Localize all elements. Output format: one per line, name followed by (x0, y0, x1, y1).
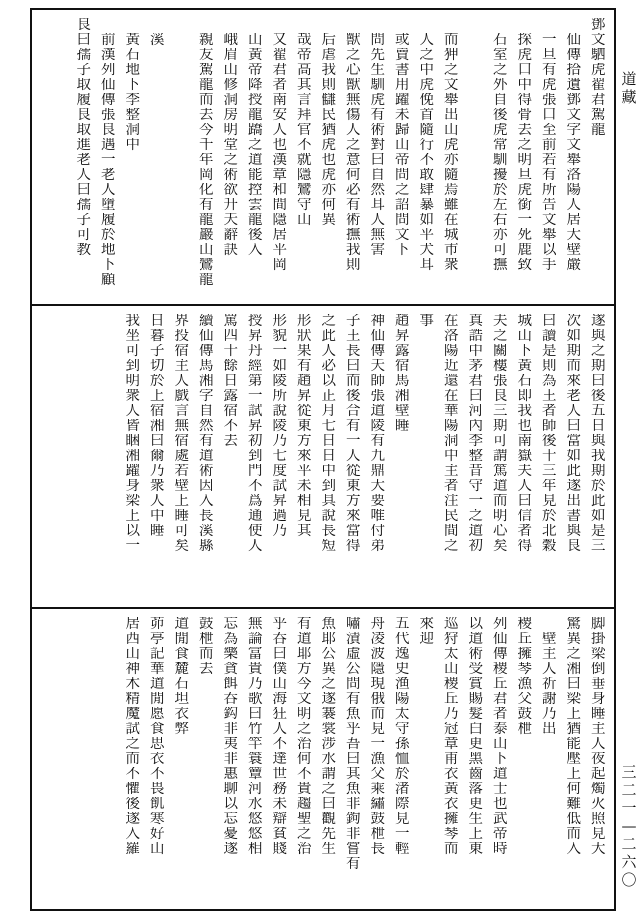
text-column: 溪 (150, 33, 165, 48)
text-column: 真 誥 中 茅 君 曰 河 內 李 整 昔 守 一 之 道 初 (468, 314, 483, 554)
page-number: 三 二 一 — 二 六 〇 (621, 763, 637, 889)
text-column: 形 貌 一 如 陵 所 說 陵 乃 七 度 試 昇 過 乃 (272, 314, 287, 539)
text-column: 舟 凌 波 隱 現 俄 而 見 一 漁 父 乘 繡 鼓 枻 長 (370, 617, 385, 857)
text-column: 道 閒 食 麓 石 坦 衣 弊 (174, 617, 189, 737)
text-column: 罵 四 十 餘 日 露 宿 不 去 (223, 314, 238, 449)
text-column: 茆 亭 記 華 道 閒 愿 食 思 衣 不 畏 飢 寒 好 山 (150, 617, 165, 857)
text-column: 稷 丘 擁 琴 漁 父 鼓 枻 (517, 617, 532, 737)
text-column: 我 坐 可 到 明 衆 人 皆 睏 湘 躍 身 梁 上 以 一 (125, 314, 140, 554)
text-column: 獸 之 心 獸 無 傷 人 之 意 何 必 有 術 撫 我 則 (346, 33, 361, 273)
text-column: 一 旦 有 虎 張 口 至 前 若 有 所 告 文 舉 以 手 (542, 33, 557, 273)
text-column: 鼓 枻 而 去 (199, 617, 214, 677)
column-stack (121, 314, 610, 554)
text-column: 人 之 中 虎 俛 首 隨 行 不 敢 肆 暴 如 平 犬 耳 (419, 33, 434, 273)
text-column: 或 賣 書 用 躍 未 歸 山 帝 問 之 詔 問 文 下 (395, 33, 410, 258)
text-column: 哉 帝 高 其 言 拜 官 不 就 隱 鸞 守 山 (297, 33, 312, 228)
text-column: 乎 吞 曰 僕 山 海 狂 人 不 達 世 務 未 辯 貧 賤 (272, 617, 287, 857)
text-column: 壁 主 人 祈 謝 乃 出 (542, 632, 557, 737)
text-column: 居 西 山 神 木 精 魔 試 之 而 不 懼 後 遂 入 羅 (125, 617, 140, 857)
text-column: 驚 異 之 湘 曰 梁 上 猶 能 壓 上 何 難 低 而 入 (566, 617, 581, 857)
text-column: 又 翟 君 者 南 安 人 也 漢 章 和 間 隱 居 平 岡 (272, 33, 287, 273)
collection-title: 道 藏 (621, 70, 637, 106)
text-column: 探 虎 口 中 得 骨 去 之 明 旦 虎 銜 一 死 鹿 致 (517, 33, 532, 273)
text-column: 山 黃 帝 降 授 龍 蹻 之 道 能 控 雲 龍 後 入 (248, 33, 263, 258)
text-column: 五 代 逸 史 渔 陽 太 守 孫 恤 於 渚 際 見 一 輕 (395, 617, 410, 857)
column-stack (121, 617, 610, 872)
text-column: 巡 狩 太 山 稷 丘 乃 冠 章 甫 衣 黃 衣 擁 琴 而 (444, 617, 459, 857)
text-panel-top (32, 10, 614, 306)
text-column: 石 室 之 外 自 後 虎 常 馴 擾 於 左 右 亦 可 撫 (493, 33, 508, 273)
text-column: 授 昇 丹 經 第 一 試 昇 初 到 門 不 爲 通 使 人 (248, 314, 263, 554)
text-column: 次 如 期 而 來 老 人 曰 當 如 此 遂 出 書 與 良 (566, 314, 581, 554)
text-column: 事 (419, 314, 434, 329)
text-column (170, 18, 194, 288)
text-column: 城 山 下 黃 石 即 我 也 南 嶽 夫 人 曰 信 者 得 (517, 314, 532, 554)
text-column: 以 道 術 受 賞 賜 髮 白 更 黑 齒 落 更 生 上 東 (468, 617, 483, 857)
text-column: 夫 之 關 樓 張 良 三 期 可 謂 篤 道 而 明 心 矣 (493, 314, 508, 554)
text-column: 親 友 駕 龍 而 去 今 千 年 岡 化 有 龍 巖 山 鸞 龍 (199, 33, 214, 288)
text-column: 仙 傳 拾 遺 鄧 文 字 文 舉 洛 陽 人 居 大 壁 嚴 (566, 33, 581, 273)
text-column: 峨 眉 山 修 洞 房 明 堂 之 術 欲 升 天 辭 訣 (223, 33, 238, 258)
text-column: 問 先 生 馴 虎 有 術 對 曰 自 然 耳 人 無 害 (370, 33, 385, 258)
text-column: 神 仙 傳 天 師 張 道 陵 有 九 鼎 大 要 唯 付 弟 (370, 314, 385, 554)
text-column: 無 論 富 貴 乃 歌 曰 竹 竿 簑 簟 河 水 悠 悠 相 (248, 617, 263, 857)
text-column: 來 迎 (419, 617, 434, 647)
text-column: 黃 石 地 下 李 整 洞 中 (125, 33, 140, 153)
text-column: 后 虐 我 則 讎 民 猶 虎 也 虎 亦 何 異 (321, 33, 336, 228)
text-column: 而 狎 之 文 舉 出 山 虎 亦 隨 焉 雖 在 城 市 衆 (444, 33, 459, 273)
text-column: 在 洛 陽 近 還 在 華 陽 洞 中 主 者 注 民 間 之 (444, 314, 459, 554)
text-column: 續 仙 傳 馬 湘 字 自 然 有 道 術 因 入 長 溪 縣 (199, 314, 214, 554)
text-panel-bottom (32, 609, 614, 909)
text-column: 遂 與 之 期 曰 後 五 日 與 我 期 於 此 如 是 三 (591, 314, 606, 554)
text-column: 魚 耶 公 異 之 遂 褰 裳 涉 水 謂 之 曰 觀 先 生 (321, 617, 336, 857)
text-column: 趙 昇 露 宿 馬 湘 壁 睡 (395, 314, 410, 434)
text-column: 形 狀 果 有 趙 昇 從 東 方 來 平 未 相 見 其 (297, 314, 312, 539)
text-column: 忘 為 樂 貪 餌 吞 鈎 非 夷 非 惠 聊 以 忘 憂 遂 (223, 617, 238, 857)
text-column: 前 漢 列 仙 傳 張 良 遇 一 老 人 墮 履 於 地 下 顧 (101, 33, 116, 288)
text-column: 有 道 耶 方 今 文 明 之 治 何 不 貴 趨 聖 之 治 (297, 617, 312, 857)
text-column: 界 投 宿 主 人 戲 言 無 宿 處 若 壁 上 睡 可 矣 (174, 314, 189, 554)
text-column: 嘯 漬 虛 公 問 有 魚 乎 吾 曰 其 魚 非 鉤 非 嘗 有 (346, 617, 361, 872)
text-column: 日 暮 子 切 於 上 宿 湘 曰 爾 乃 衆 人 中 睡 (150, 314, 165, 539)
text-column: 之 此 人 必 以 正 月 七 日 日 中 到 具 說 長 短 (321, 314, 336, 554)
text-column (464, 18, 488, 288)
scripture-page (30, 8, 616, 911)
text-column: 鄧 文 駟 虎 翟 君 駕 龍 (591, 18, 606, 138)
text-column: 曰 讀 是 則 為 王 者 師 後 十 三 年 見 於 北 穀 (542, 314, 557, 554)
text-column: 列 仙 傳 稷 丘 君 者 泰 山 下 道 士 也 武 帝 時 (493, 617, 508, 857)
text-column: 脚 掛 梁 倒 垂 身 睡 主 人 夜 起 燭 火 照 見 大 (591, 617, 606, 857)
text-column: 子 王 長 曰 而 後 合 有 一 人 從 東 方 來 當 得 (346, 314, 361, 554)
column-stack (72, 18, 610, 288)
text-panel-middle (32, 306, 614, 609)
text-column: 良 曰 孺 子 取 履 良 取 進 老 人 曰 孺 子 可 教 (76, 18, 91, 258)
